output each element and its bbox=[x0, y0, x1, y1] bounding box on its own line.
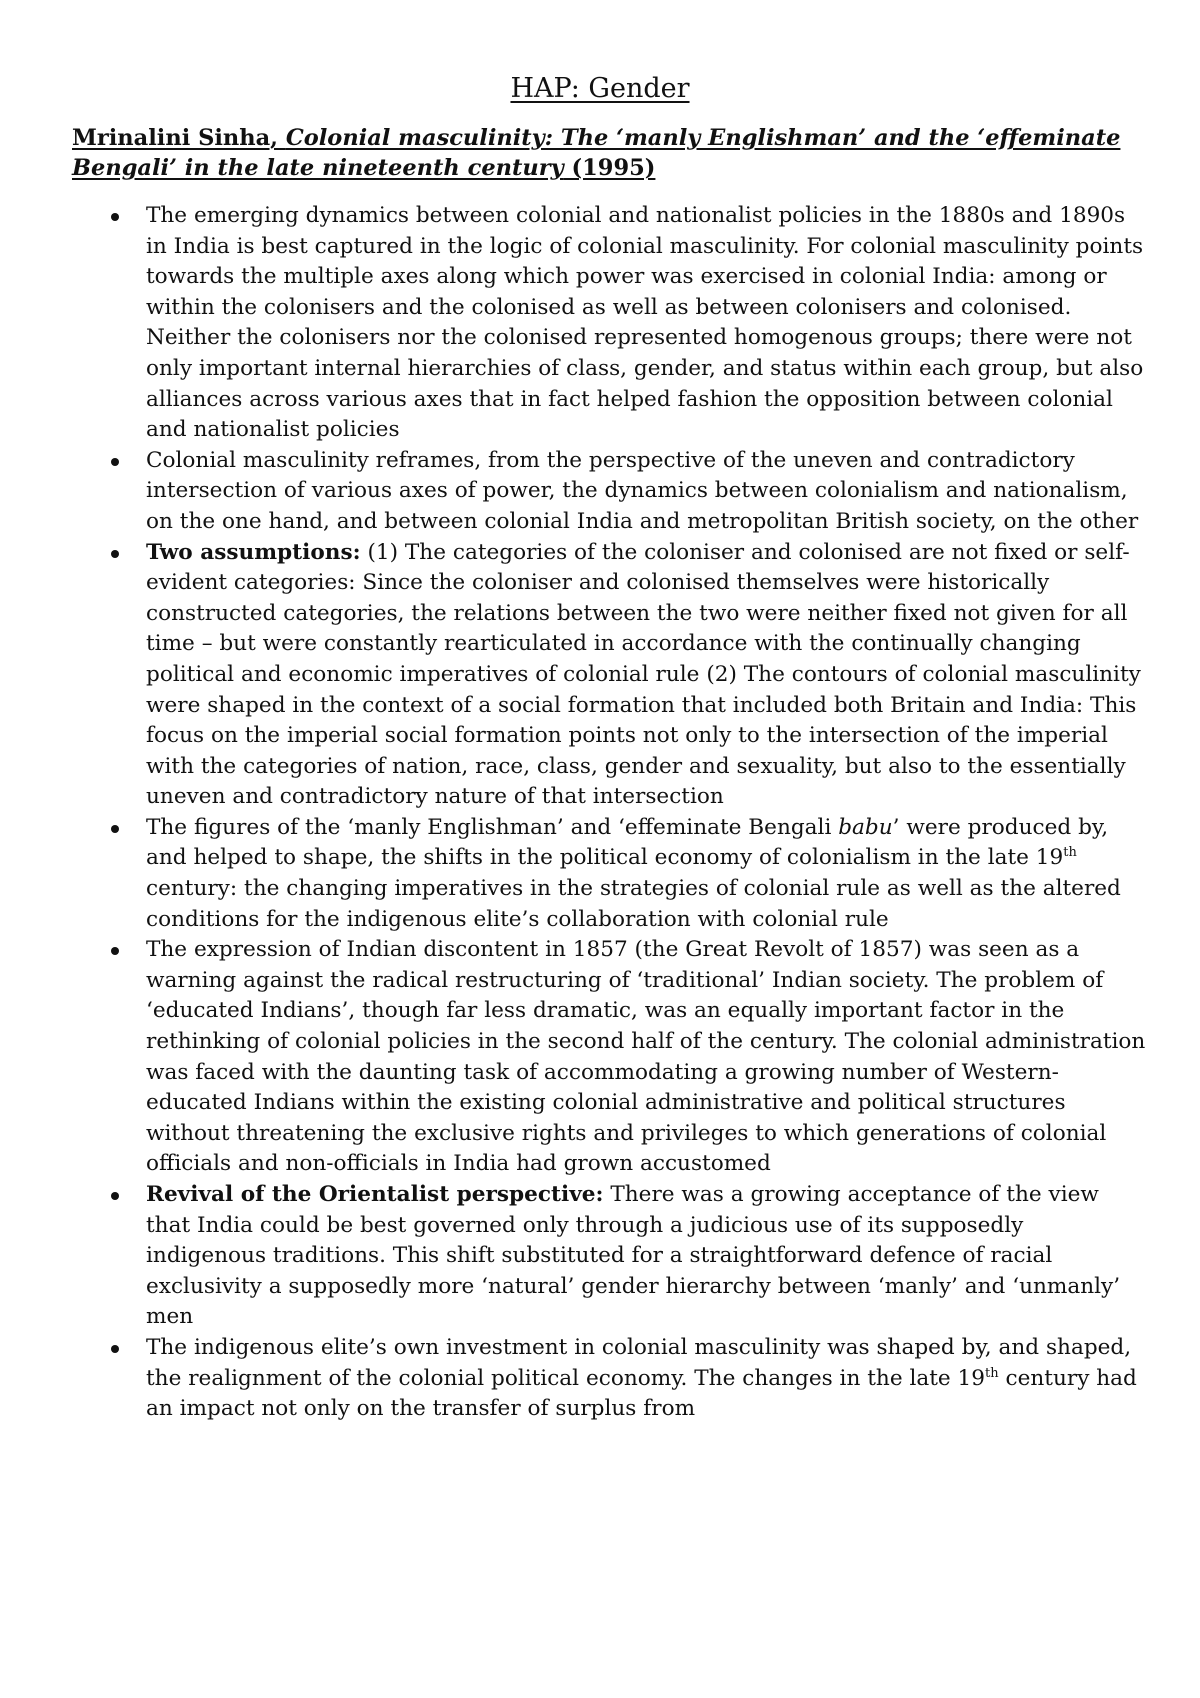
bullet-text: There was a growing acceptance of the view that India could be best governed only through a judicious use of its supposedly indigenous traditions. This shift substituted for a straightforward defence of racial exclusivity a supposedly more ‘natural’ gender hierarchy between ‘manly’ and ‘unmanly’ men bbox=[146, 1182, 1121, 1330]
bullet-item-2 bbox=[72, 446, 1148, 538]
document-title: HAP: Gender bbox=[510, 73, 690, 104]
source-author: Mrinalini Sinha, bbox=[72, 125, 286, 151]
bullet-list bbox=[72, 201, 1148, 1425]
bullet-lead: Two assumptions: bbox=[146, 539, 361, 565]
bullet-item-5 bbox=[72, 935, 1148, 1180]
bullet-text: century: the changing imperatives in the strategies of colonial rule as well as the altered conditions for the indigenous elite’s collaboration with colonial rule bbox=[146, 876, 1121, 932]
bullet-lead: Revival of the Orientalist perspective: bbox=[146, 1182, 604, 1207]
source-citation bbox=[72, 123, 1132, 183]
bullet-text: Colonial masculinity reframes, from the perspective of the uneven and contradictory intersection of various axes of power, the dynamics between colonialism and nationalism, on the one hand, and between colonial India and metropolitan British society, on the other bbox=[146, 447, 1139, 534]
bullet-text: century had an impact not only on the transfer of surplus from bbox=[146, 1365, 1137, 1422]
bullet-item-6 bbox=[72, 1180, 1148, 1333]
bullet-item-1 bbox=[72, 201, 1148, 446]
bullet-item-4 bbox=[72, 813, 1148, 935]
bullet-superscript: th bbox=[985, 1365, 999, 1381]
bullet-text: ’ were produced by, and helped to shape, the shifts in the political economy of colonialism in the late 19 bbox=[146, 814, 1109, 871]
bullet-item-3 bbox=[72, 538, 1148, 813]
bullet-italic: babu bbox=[838, 814, 893, 840]
bullet-text: The indigenous elite’s own investment in colonial masculinity was shaped by, and shaped, the realignment of the colonial political economy. The changes in the late 19 bbox=[146, 1334, 1132, 1391]
source-year: (1995) bbox=[563, 155, 656, 181]
source-work-title: Colonial masculinity: The ‘manly Englishman’ and the ‘effeminate Bengali’ in the late nineteenth century bbox=[72, 125, 1121, 181]
bullet-text: The emerging dynamics between colonial and nationalist policies in the 1880s and 1890s in India is best captured in the logic of colonial masculinity. For colonial masculinity points towards the multiple axes along which power was exercised in colonial India: among or within the colonisers and the colonised as well as between colonisers and colonised. Neither the colonisers nor the colonised represented homogenous groups; there were not only important internal hierarchies of class, gender, and status within each group, but also alliances across various axes that in fact helped fashion the opposition between colonial and nationalist policies bbox=[146, 203, 1144, 443]
bullet-text: (1) The categories of the coloniser and colonised are not fixed or self-evident categories: Since the coloniser and colonised themselves were historically constructed categories, the relations between the two were neither fixed not given for all time – but were constantly rearticulated in accordance with the continually changing political and economic imperatives of colonial rule (2) The contours of colonial masculinity were shaped in the context of a social formation that included both Britain and India: This focus on the imperial social formation points not only to the intersection of the imperial with the categories of nation, race, class, gender and sexuality, but also to the essentially uneven and contradictory nature of that intersection bbox=[146, 539, 1141, 810]
bullet-superscript: th bbox=[1063, 845, 1077, 861]
bullet-text: The expression of Indian discontent in 1857 (the Great Revolt of 1857) was seen as a warning against the radical restructuring of ‘traditional’ Indian society. The problem of ‘educated Indians’, though far less dramatic, was an equally important factor in the rethinking of colonial policies in the second half of the century. The colonial administration was faced with the daunting task of accommodating a growing number of Western-educated Indians within the existing colonial administrative and political structures without threatening the exclusive rights and privileges to which generations of colonial officials and non-officials in India had grown accustomed bbox=[146, 937, 1146, 1177]
bullet-item-7 bbox=[72, 1333, 1148, 1425]
bullet-text: The figures of the ‘manly Englishman’ and ‘effeminate Bengali bbox=[146, 814, 839, 840]
